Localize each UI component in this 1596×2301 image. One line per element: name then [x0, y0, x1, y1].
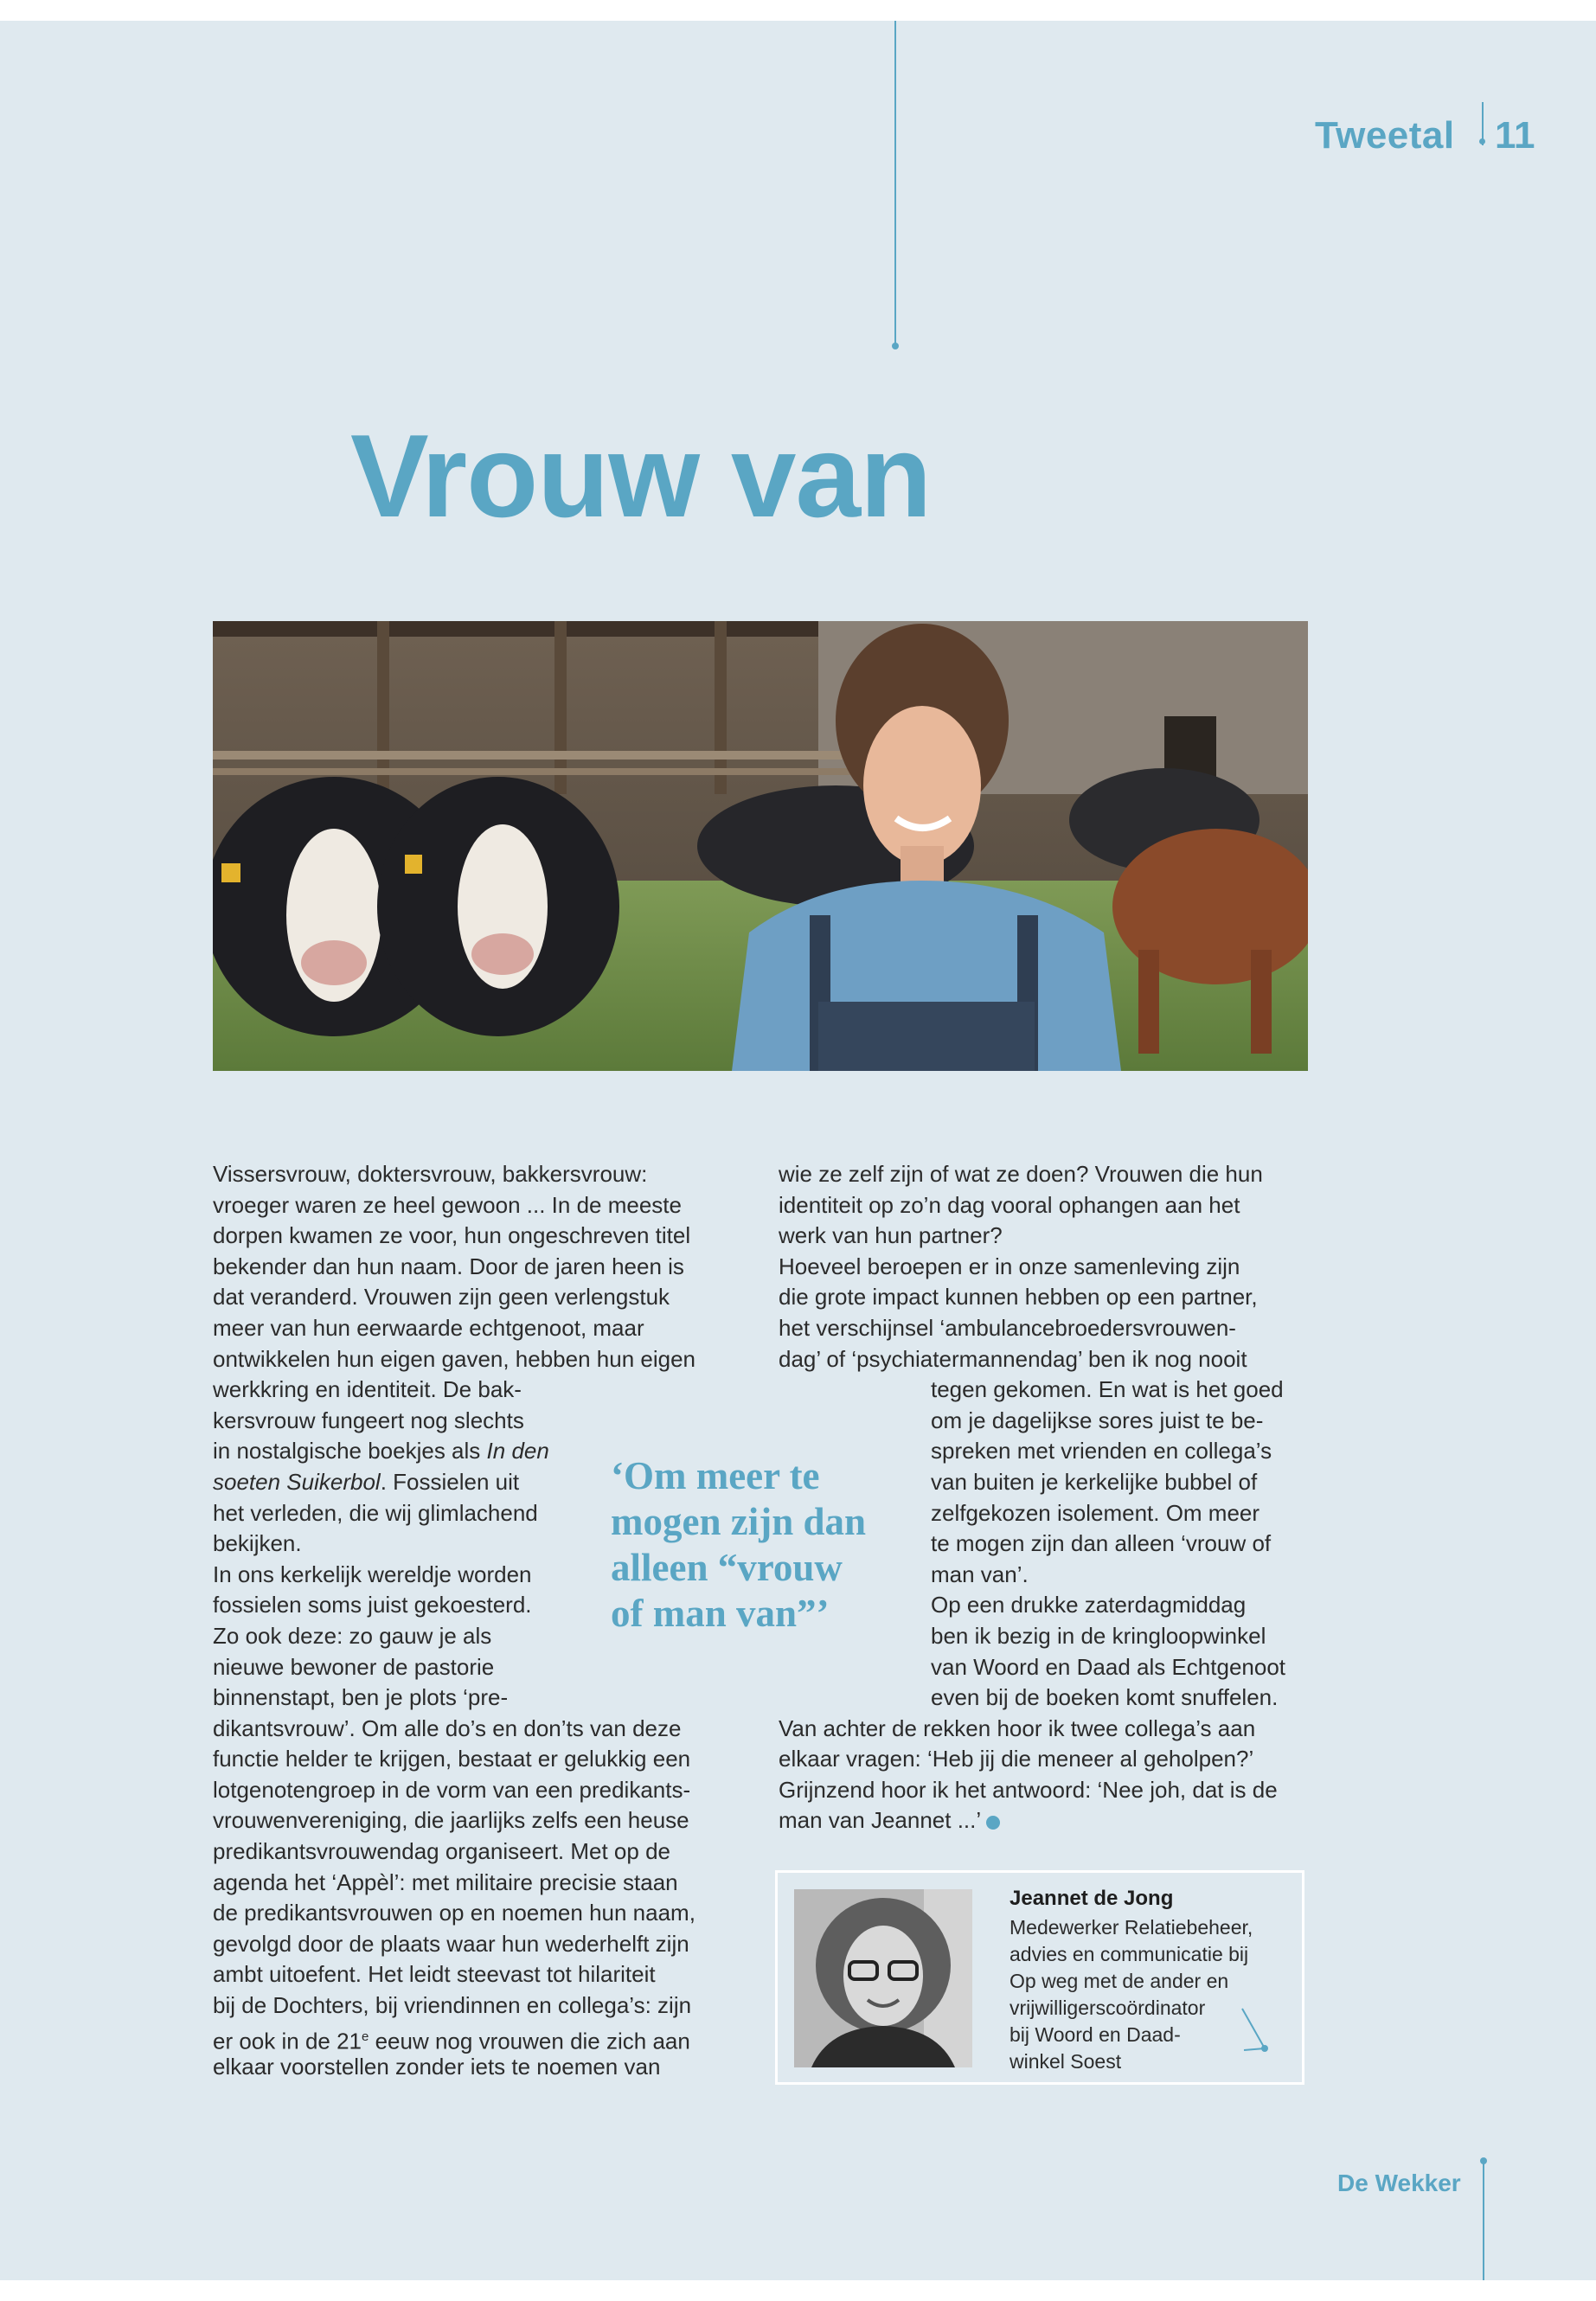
footer-divider-line — [1483, 2161, 1484, 2280]
text-fragment: er ook in de 21 — [213, 2028, 362, 2054]
text-line: het verschijnsel ‘ambulancebroedersvrouwen- — [779, 1314, 1236, 1341]
book-title-italic: soeten Suikerbol — [213, 1468, 381, 1495]
text-line: gevolgd door de plaats waar hun wederhelft zijn — [213, 1930, 689, 1957]
text-line: predikantsvrouwendag organiseert. Met op de — [213, 1838, 670, 1865]
text-line: dat veranderd. Vrouwen zijn geen verlengstuk — [213, 1284, 670, 1311]
article-title: Vrouw van — [350, 410, 932, 542]
text-line: elkaar voorstellen zonder iets te noemen van — [213, 2054, 661, 2080]
text-line: Vissersvrouw, doktersvrouw, bakkersvrouw: — [213, 1161, 648, 1187]
pull-quote-line: ‘Om meer te — [611, 1454, 820, 1497]
text-line: binnenstapt, ben je plots ‘pre- — [213, 1684, 509, 1711]
text-line: dikantsvrouw’. Om alle do’s en don’ts van deze — [213, 1715, 682, 1741]
text-line: bekender dan hun naam. Door de jaren heen is — [213, 1253, 684, 1279]
pull-quote — [611, 1453, 896, 1637]
article-photo — [213, 621, 1308, 1071]
author-bio-line: winkel Soest — [1010, 2050, 1122, 2073]
author-bio-line: vrijwilligerscoördinator — [1010, 1997, 1206, 2019]
text-line: Van achter de rekken hoor ik twee collega’s aan — [779, 1715, 1256, 1741]
text-line: vroeger waren ze heel gewoon ... In de meeste — [213, 1191, 682, 1218]
book-title-italic: In den — [486, 1438, 549, 1465]
text-line: bij de Dochters, bij vriendinnen en collega’s: zijn — [213, 1992, 692, 2019]
page-number: 11 — [1495, 114, 1535, 157]
text-line: dorpen kwamen ze voor, hun ongeschreven titel — [213, 1222, 691, 1249]
farmer-woman-with-cows-photo — [213, 621, 1308, 1071]
author-name: Jeannet de Jong — [1010, 1887, 1174, 1910]
end-of-article-dot — [986, 1816, 1000, 1830]
text-line: van buiten je kerkelijke bubbel of — [931, 1468, 1258, 1495]
author-bio-line: Medewerker Relatiebeheer, — [1010, 1916, 1253, 1939]
section-title: Tweetal — [1315, 114, 1455, 157]
decorative-pointer-icon — [1239, 2005, 1273, 2057]
text-fragment: man van Jeannet ...’ — [779, 1807, 982, 1834]
text-line: werkkring en identiteit. De bak- — [213, 1376, 522, 1403]
top-divider-dot — [892, 343, 899, 349]
text-line: zelfgekozen isolement. Om meer — [931, 1499, 1260, 1526]
author-bio-line: advies en communicatie bij — [1010, 1943, 1249, 1965]
text-line: even bij de boeken komt snuffelen. — [931, 1684, 1279, 1711]
pull-quote-line: alleen “vrouw — [611, 1546, 843, 1589]
text-line: van Woord en Daad als Echtgenoot — [931, 1653, 1286, 1680]
text-line: tegen gekomen. En wat is het goed — [931, 1376, 1284, 1403]
text-line: man van’. — [931, 1561, 1029, 1587]
text-fragment: eeuw nog vrouwen die zich aan — [369, 2028, 690, 2054]
text-line: de predikantsvrouwen op en noemen hun naam, — [213, 1900, 695, 1926]
text-line: Zo ook deze: zo gauw je als — [213, 1622, 492, 1649]
pull-quote-line: of man van”’ — [611, 1592, 830, 1635]
top-divider-line — [894, 21, 896, 346]
text-line: het verleden, die wij glimlachend — [213, 1499, 538, 1526]
text-line: die grote impact kunnen hebben op een partner, — [779, 1284, 1258, 1311]
text-line: fossielen soms juist gekoesterd. — [213, 1592, 532, 1618]
text-line: vrouwenvereniging, die jaarlijks zelfs een heuse — [213, 1807, 689, 1834]
ordinal-superscript: e — [362, 2029, 369, 2044]
text-line: werk van hun partner? — [779, 1222, 1003, 1249]
text-line: identiteit op zo’n dag vooral ophangen aan het — [779, 1191, 1240, 1218]
text-fragment: in nostalgische boekjes als — [213, 1438, 487, 1465]
text-line: ambt uitoefent. Het leidt steevast tot hilariteit — [213, 1961, 656, 1988]
text-line: Op een drukke zaterdagmiddag — [931, 1592, 1247, 1618]
text-fragment: . Fossielen uit — [380, 1468, 520, 1495]
text-line: te mogen zijn dan alleen ‘vrouw of — [931, 1530, 1272, 1557]
text-line: dag’ of ‘psychiatermannendag’ ben ik nog nooit — [779, 1345, 1247, 1372]
text-line: Grijnzend hoor ik het antwoord: ‘Nee joh, dat is de — [779, 1776, 1278, 1803]
text-line: ontwikkelen hun eigen gaven, hebben hun eigen — [213, 1345, 696, 1372]
text-line: agenda het ‘Appèl’: met militaire precisie staan — [213, 1868, 678, 1895]
text-line: elkaar vragen: ‘Heb jij die meneer al geholpen?’ — [779, 1746, 1254, 1772]
footer-divider-dot — [1480, 2157, 1487, 2164]
author-bio-line: bij Woord en Daad- — [1010, 2023, 1181, 2046]
text-line: kersvrouw fungeert nog slechts — [213, 1407, 524, 1433]
text-line: spreken met vrienden en collega’s — [931, 1438, 1272, 1465]
header-separator-dot — [1479, 138, 1485, 144]
text-line: lotgenotengroep in de vorm van een predikants- — [213, 1776, 691, 1803]
text-line: ben ik bezig in de kringloopwinkel — [931, 1622, 1266, 1649]
text-line: wie ze zelf zijn of wat ze doen? Vrouwen die hun — [779, 1161, 1263, 1187]
author-bio-line: Op weg met de ander en — [1010, 1970, 1229, 1992]
text-line: nieuwe bewoner de pastorie — [213, 1653, 495, 1680]
text-line: meer van hun eerwaarde echtgenoot, maar — [213, 1314, 644, 1341]
magazine-name: De Wekker — [1337, 2170, 1461, 2196]
text-line — [779, 1805, 1285, 1836]
author-photo — [794, 1889, 972, 2067]
text-line: om je dagelijkse sores juist te be- — [931, 1407, 1264, 1433]
author-bio — [1010, 1914, 1253, 2075]
text-line — [213, 2022, 695, 2053]
text-line: Hoeveel beroepen er in onze samenleving zijn — [779, 1253, 1240, 1279]
text-line: functie helder te krijgen, bestaat er gelukkig een — [213, 1746, 691, 1772]
text-line: In ons kerkelijk wereldje worden — [213, 1561, 532, 1587]
text-line: bekijken. — [213, 1530, 302, 1557]
pull-quote-line: mogen zijn dan — [611, 1500, 867, 1543]
author-portrait-photo — [794, 1889, 972, 2067]
